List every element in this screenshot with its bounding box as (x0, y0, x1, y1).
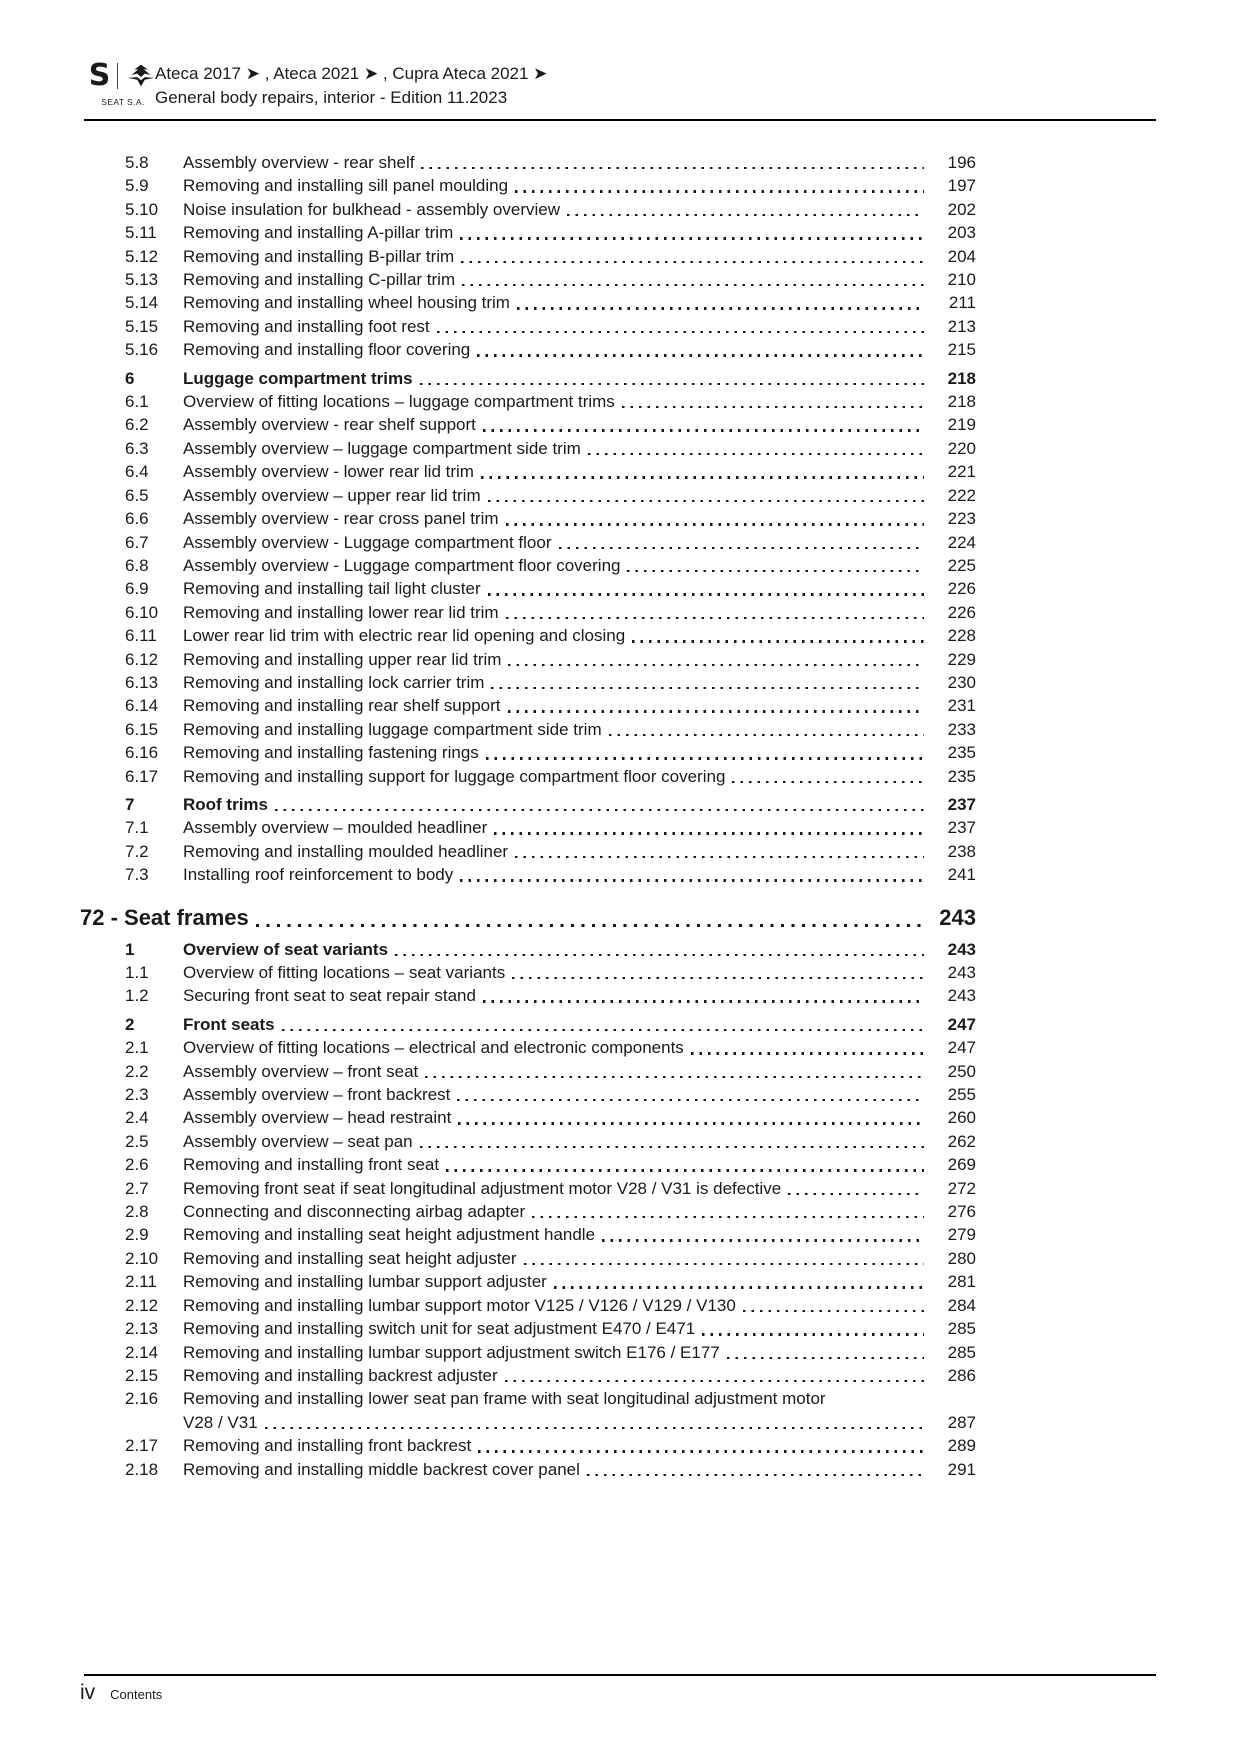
toc-entry-title: Removing and installing seat height adjuster (183, 1248, 517, 1268)
toc-entry-title: Assembly overview – luggage compartment side trim (183, 438, 581, 458)
toc-entry-number: 7.3 (125, 865, 149, 885)
toc-page-number: 260 (947, 1108, 976, 1128)
toc-entry-row (80, 1341, 976, 1364)
toc-entry-number: 5.16 (125, 340, 159, 360)
toc-entry-row (80, 765, 976, 788)
toc-entry-title: Removing and installing support for luggage compartment floor covering (183, 766, 726, 786)
dot-leader (627, 570, 924, 572)
dot-leader (483, 429, 924, 431)
toc-page-number: 225 (947, 555, 976, 575)
toc-page-number: 272 (947, 1178, 976, 1198)
page-header (155, 62, 547, 110)
dot-leader (265, 1427, 924, 1429)
toc-entry-title: Assembly overview – moulded headliner (183, 818, 488, 838)
toc-page-number: 222 (947, 485, 976, 505)
toc-page-number: 281 (947, 1272, 976, 1292)
toc-entry-number: 7 (125, 794, 135, 814)
toc-entry-title: Removing and installing lock carrier trim (183, 672, 485, 692)
page-number-label: iv (80, 1681, 96, 1704)
toc-entry-title: Roof trims (183, 794, 268, 814)
dot-leader (609, 734, 924, 736)
dot-leader (691, 1052, 924, 1054)
toc-entry-title: Removing and installing lumbar support adjuster (183, 1272, 547, 1292)
cupra-logo-icon (125, 63, 157, 89)
dot-leader (275, 809, 924, 811)
toc-page-number: 287 (947, 1412, 976, 1432)
toc-entry-row (80, 718, 976, 741)
toc-page-number: 215 (947, 340, 976, 360)
toc-page-number: 241 (947, 865, 976, 885)
toc-page-number: 226 (947, 579, 976, 599)
toc-entry-title: Removing and installing C-pillar trim (183, 270, 456, 290)
toc-page-number: 243 (939, 904, 976, 930)
toc-page-number: 279 (947, 1225, 976, 1245)
dot-leader (788, 1193, 924, 1195)
dot-leader (462, 284, 924, 286)
toc-entry-number: 6.8 (125, 555, 149, 575)
toc-entry-number: 6.10 (125, 602, 159, 622)
toc-entry-number: 2.12 (125, 1295, 159, 1315)
toc-entry-row (80, 531, 976, 554)
toc-entry-row (80, 1411, 976, 1434)
toc-entry-title: Overview of fitting locations – luggage compartment trims (183, 392, 615, 412)
toc-page-number: 221 (947, 462, 976, 482)
toc-page-number: 243 (947, 986, 976, 1006)
toc-page-number: 228 (947, 626, 976, 646)
toc-entry-row (80, 1036, 976, 1059)
toc-entry-row (80, 1317, 976, 1340)
toc-entry-number: 6.4 (125, 462, 149, 482)
toc-entry-number: 6.12 (125, 649, 159, 669)
toc-entry-row (80, 984, 976, 1007)
dot-leader (732, 781, 924, 783)
toc-entry-number: 1.2 (125, 986, 149, 1006)
toc-entry-row (80, 624, 976, 647)
toc-entry-number: 2.2 (125, 1061, 149, 1081)
toc-entry-number: 5.15 (125, 316, 159, 336)
toc-entry-number: 2.16 (125, 1389, 159, 1409)
toc-entry-title: Assembly overview – upper rear lid trim (183, 485, 481, 505)
toc-entry-number: 6.14 (125, 696, 159, 716)
toc-entry-row (80, 413, 976, 436)
toc-entry-title: Assembly overview – seat pan (183, 1131, 413, 1151)
toc-page-number: 247 (947, 1038, 976, 1058)
dot-leader (559, 547, 925, 549)
toc-entry-row (80, 1294, 976, 1317)
toc-entry-title: Luggage compartment trims (183, 368, 413, 388)
brand-logo-block (86, 58, 160, 107)
toc-entry-row (80, 174, 976, 197)
dot-leader (488, 593, 924, 595)
toc-entry-title: Removing and installing lower seat pan frame with seat longitudinal adjustment motor (183, 1389, 826, 1409)
toc-page-number: 289 (947, 1436, 976, 1456)
dot-leader (702, 1333, 924, 1335)
toc-entry-row (80, 1177, 976, 1200)
toc-page-number: 197 (947, 176, 976, 196)
toc-entry-number: 6.2 (125, 415, 149, 435)
toc-entry-title: Removing and installing rear shelf support (183, 696, 501, 716)
toc-entry-row (80, 1013, 976, 1036)
toc-page-number: 276 (947, 1202, 976, 1222)
models-line: Ateca 2017 ➤ , Ateca 2021 ➤ , Cupra Ateca 2021 ➤ (155, 64, 548, 83)
toc-page-number: 203 (947, 223, 976, 243)
toc-entry-number: 6.9 (125, 579, 149, 599)
toc-entry-title: Assembly overview - rear cross panel trim (183, 509, 499, 529)
toc-entry-row (80, 961, 976, 984)
toc-entry-row (80, 460, 976, 483)
toc-entry-number: 2 (125, 1014, 135, 1034)
toc-entry-title: 72 - Seat frames (80, 904, 249, 930)
toc-entry-row (80, 648, 976, 671)
dot-leader (506, 617, 924, 619)
toc-entry-row (80, 938, 976, 961)
dot-leader (602, 1239, 924, 1241)
toc-entry-row (80, 1434, 976, 1457)
logo-row (86, 58, 160, 94)
toc-entry-number: 1 (125, 939, 135, 959)
toc-entry-title: Removing and installing tail light cluster (183, 579, 481, 599)
toc-entry-row (80, 554, 976, 577)
dot-leader (457, 1099, 924, 1101)
dot-leader (461, 261, 924, 263)
toc-entry-title: Noise insulation for bulkhead - assembly overview (183, 199, 561, 219)
toc-page-number: 230 (947, 672, 976, 692)
dot-leader (506, 523, 924, 525)
toc-entry-title: Connecting and disconnecting airbag adapter (183, 1202, 526, 1222)
toc-entry-row (80, 1247, 976, 1270)
toc-entry-title: Removing and installing middle backrest cover panel (183, 1459, 580, 1479)
dot-leader (622, 406, 924, 408)
toc-entry-number: 2.13 (125, 1319, 159, 1339)
dot-leader (515, 856, 924, 858)
toc-entry-title: Assembly overview - lower rear lid trim (183, 462, 474, 482)
toc-page-number: 224 (947, 532, 976, 552)
toc-entry-title: Assembly overview - Luggage compartment floor covering (183, 555, 621, 575)
toc-entry-row (80, 694, 976, 717)
toc-entry-number: 6.17 (125, 766, 159, 786)
toc-entry-number: 2.1 (125, 1038, 149, 1058)
toc-page-number: 219 (947, 415, 976, 435)
toc-entry-row (80, 1130, 976, 1153)
toc-page-number: 262 (947, 1131, 976, 1151)
toc-entry-number: 6.13 (125, 672, 159, 692)
toc-entry-number: 5.10 (125, 199, 159, 219)
toc-entry-row (80, 1060, 976, 1083)
toc-page-number: 231 (947, 696, 976, 716)
dot-leader (512, 977, 924, 979)
toc-entry-title: Assembly overview – front seat (183, 1061, 419, 1081)
toc-page-number: 255 (947, 1085, 976, 1105)
toc-entry-number: 5.12 (125, 246, 159, 266)
logo-divider (117, 63, 118, 89)
toc-entry-number: 7.1 (125, 818, 149, 838)
toc-entry-number: 6.11 (125, 626, 157, 646)
dot-leader (483, 1000, 924, 1002)
dot-leader (256, 924, 924, 927)
toc-entry-row (80, 268, 976, 291)
dot-leader (588, 453, 924, 455)
toc-page-number: 243 (947, 939, 976, 959)
toc-entry-title: Removing and installing A-pillar trim (183, 223, 454, 243)
dot-leader (420, 1146, 924, 1148)
toc-entry-title: Removing and installing foot rest (183, 316, 430, 336)
toc-entry-row (80, 793, 976, 816)
dot-leader (567, 214, 924, 216)
dot-leader (395, 954, 924, 956)
toc-page-number: 223 (947, 509, 976, 529)
toc-page-number: 229 (947, 649, 976, 669)
dot-leader (743, 1310, 924, 1312)
toc-entry-title: Securing front seat to seat repair stand (183, 986, 476, 1006)
toc-entry-row (80, 1387, 976, 1410)
dot-leader (460, 237, 924, 239)
toc-entry-row (80, 291, 976, 314)
toc-page-number: 210 (947, 270, 976, 290)
dot-leader (458, 1122, 924, 1124)
toc-entry-title: Removing and installing lumbar support adjustment switch E176 / E177 (183, 1342, 720, 1362)
dot-leader (517, 307, 924, 309)
toc-entry-number: 6.7 (125, 532, 149, 552)
toc-entry-row (80, 507, 976, 530)
toc-entry-number: 5.8 (125, 153, 149, 172)
toc-page-number: 213 (947, 316, 976, 336)
dot-leader (477, 354, 924, 356)
toc-entry-title: Removing and installing switch unit for seat adjustment E470 / E471 (183, 1319, 696, 1339)
toc-page-number: 286 (947, 1365, 976, 1385)
toc-entry-row (80, 338, 976, 361)
toc-entry-row (80, 245, 976, 268)
toc-entry-title: Removing and installing fastening rings (183, 743, 479, 763)
toc-entry-title: Removing and installing lower rear lid trim (183, 602, 499, 622)
toc-entry-number: 2.9 (125, 1225, 149, 1245)
dot-leader (437, 331, 924, 333)
dot-leader (486, 757, 924, 759)
toc-entry-number: 2.4 (125, 1108, 149, 1128)
toc-entry-row (80, 601, 976, 624)
toc-entry-row (80, 437, 976, 460)
toc-entry-number: 5.14 (125, 293, 159, 313)
toc-entry-row (80, 1083, 976, 1106)
toc-page-number: 218 (947, 368, 976, 388)
toc-entry-number: 2.14 (125, 1342, 159, 1362)
toc-entry-number: 6.1 (125, 392, 149, 412)
dot-leader (446, 1169, 924, 1171)
dot-leader (425, 1076, 924, 1078)
toc-entry-row (80, 367, 976, 390)
toc-entry-title: Removing and installing floor covering (183, 340, 471, 360)
toc-entry-row (80, 671, 976, 694)
toc-entry-title: Removing front seat if seat longitudinal adjustment motor V28 / V31 is defective (183, 1178, 782, 1198)
toc-entry-row (80, 1270, 976, 1293)
toc-entry-row (80, 741, 976, 764)
toc-entry-number: 5.11 (125, 223, 157, 243)
toc-page-number: 202 (947, 199, 976, 219)
toc-entry-number: 6.16 (125, 743, 159, 763)
dot-leader (478, 1450, 924, 1452)
dot-leader (481, 476, 924, 478)
dot-leader (491, 687, 924, 689)
toc-entry-title: Removing and installing B-pillar trim (183, 246, 455, 266)
toc-page-number: 235 (947, 743, 976, 763)
toc-entry-title: Removing and installing luggage compartment side trim (183, 719, 602, 739)
toc-entry-row (80, 863, 976, 886)
toc-entry-row (80, 198, 976, 221)
toc-entry-number: 1.1 (125, 963, 149, 982)
toc-entry-title: Assembly overview - rear shelf (183, 153, 415, 172)
toc-entry-row (80, 840, 976, 863)
toc-entry-number: 5.9 (125, 176, 149, 196)
toc-entry-number: 5.13 (125, 270, 159, 290)
toc-entry-row (80, 390, 976, 413)
table-of-contents (80, 151, 976, 1481)
dot-leader (282, 1029, 924, 1031)
dot-leader (494, 832, 924, 834)
toc-entry-title: Removing and installing moulded headliner (183, 841, 509, 861)
dot-leader (488, 500, 924, 502)
dot-leader (554, 1286, 924, 1288)
dot-leader (532, 1216, 924, 1218)
toc-entry-number: 6.15 (125, 719, 159, 739)
toc-entry-title: Overview of seat variants (183, 939, 389, 959)
toc-entry-row (80, 315, 976, 338)
toc-page-number: 280 (947, 1248, 976, 1268)
toc-entry-row (80, 484, 976, 507)
toc-entry-row (80, 1200, 976, 1223)
brand-name: SEAT S.A. (101, 97, 145, 107)
toc-page-number: 284 (947, 1295, 976, 1315)
toc-entry-number: 2.11 (125, 1272, 157, 1292)
page-footer (80, 1681, 162, 1705)
toc-entry-number: 2.18 (125, 1459, 159, 1479)
toc-entry-number: 6.3 (125, 438, 149, 458)
toc-entry-row (80, 1153, 976, 1176)
toc-entry-row (80, 577, 976, 600)
toc-page-number: 250 (947, 1061, 976, 1081)
toc-page-number: 220 (947, 438, 976, 458)
toc-page-number: 196 (947, 153, 976, 172)
toc-entry-title: Overview of fitting locations – seat variants (183, 963, 506, 982)
dot-leader (505, 1380, 924, 1382)
toc-entry-title: Assembly overview – head restraint (183, 1108, 452, 1128)
toc-entry-number: 2.8 (125, 1202, 149, 1222)
toc-entry-title: Removing and installing front backrest (183, 1436, 472, 1456)
toc-entry-number: 6.6 (125, 509, 149, 529)
dot-leader (587, 1474, 924, 1476)
edition-line: General body repairs, interior - Edition 11.2023 (155, 88, 508, 107)
toc-entry-row (80, 1106, 976, 1129)
dot-leader (420, 383, 924, 385)
toc-page-number: 226 (947, 602, 976, 622)
toc-entry-number: 2.15 (125, 1365, 159, 1385)
toc-entry-row (80, 1364, 976, 1387)
toc-entry-title: Assembly overview - rear shelf support (183, 415, 476, 435)
toc-page-number: 237 (947, 818, 976, 838)
toc-entry-number: 6 (125, 368, 135, 388)
toc-page-number: 211 (948, 293, 976, 313)
toc-entry-number: 2.5 (125, 1131, 149, 1151)
toc-page-number: 235 (947, 766, 976, 786)
toc-entry-title: Removing and installing backrest adjuster (183, 1365, 498, 1385)
toc-entry-number: 2.6 (125, 1155, 149, 1175)
toc-entry-number: 2.10 (125, 1248, 159, 1268)
dot-leader (727, 1357, 924, 1359)
toc-entry-title: Removing and installing sill panel moulding (183, 176, 509, 196)
toc-page-number: 285 (947, 1319, 976, 1339)
toc-page-number: 204 (947, 246, 976, 266)
toc-entry-row (80, 1458, 976, 1481)
toc-entry-title: Removing and installing wheel housing trim (183, 293, 510, 313)
toc-page-number: 247 (947, 1014, 976, 1034)
dot-leader (460, 879, 924, 881)
dot-leader (515, 190, 924, 192)
toc-entry-number: 2.7 (125, 1178, 149, 1198)
toc-entry-number: 7.2 (125, 841, 149, 861)
toc-page-number: 218 (947, 392, 976, 412)
toc-page-number: 243 (947, 963, 976, 982)
toc-entry-title: Removing and installing upper rear lid trim (183, 649, 502, 669)
toc-page-number: 285 (947, 1342, 976, 1362)
toc-chapter-row (80, 903, 976, 933)
toc-entry-number: 6.5 (125, 485, 149, 505)
toc-entry-title: Front seats (183, 1014, 275, 1034)
toc-entry-row (80, 816, 976, 839)
toc-entry-row (80, 1223, 976, 1246)
header-rule (84, 119, 1156, 121)
toc-entry-title: Installing roof reinforcement to body (183, 865, 454, 885)
dot-leader (421, 167, 924, 169)
toc-page-number: 237 (947, 794, 976, 814)
toc-page-number: 233 (947, 719, 976, 739)
contents-label: Contents (110, 1687, 163, 1702)
seat-logo-icon: S (88, 58, 111, 93)
toc-page-number: 238 (947, 841, 976, 861)
toc-entry-row (80, 221, 976, 244)
toc-entry-title: Removing and installing front seat (183, 1155, 440, 1175)
dot-leader (508, 710, 924, 712)
dot-leader (508, 664, 924, 666)
toc-entry-number: 2.17 (125, 1436, 159, 1456)
toc-entry-title: Removing and installing seat height adjustment handle (183, 1225, 596, 1245)
toc-page-number: 291 (947, 1459, 976, 1479)
toc-entry-title: Lower rear lid trim with electric rear lid opening and closing (183, 626, 626, 646)
toc-entry-title: V28 / V31 (183, 1412, 258, 1432)
toc-entry-title: Assembly overview – front backrest (183, 1085, 451, 1105)
dot-leader (524, 1263, 924, 1265)
footer-rule (84, 1674, 1156, 1676)
dot-leader (632, 640, 924, 642)
toc-entry-row (80, 151, 976, 174)
toc-entry-title: Overview of fitting locations – electrical and electronic components (183, 1038, 684, 1058)
toc-entry-number: 2.3 (125, 1085, 149, 1105)
toc-entry-title: Removing and installing lumbar support motor V125 / V126 / V129 / V130 (183, 1295, 736, 1315)
toc-entry-title: Assembly overview - Luggage compartment floor (183, 532, 552, 552)
toc-page-number: 269 (947, 1155, 976, 1175)
